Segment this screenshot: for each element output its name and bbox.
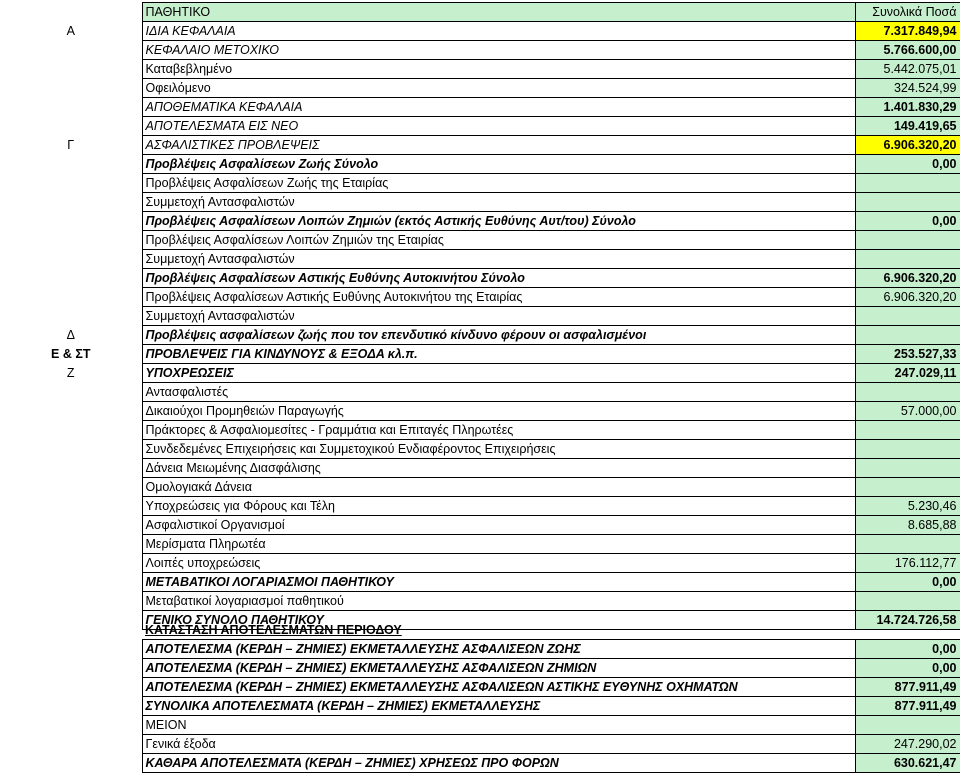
row-label: ΓΕΝΙΚΟ ΣΥΝΟΛΟ ΠΑΘΗΤΙΚΟΥ	[142, 611, 855, 630]
table-row	[0, 678, 960, 697]
table-row	[0, 716, 960, 735]
row-value: 7.317.849,94	[855, 22, 960, 41]
results-table	[0, 621, 960, 773]
liabilities-table	[0, 2, 960, 630]
table-row	[0, 554, 960, 573]
table-row	[0, 383, 960, 402]
row-code	[0, 640, 142, 659]
liabilities-header-label: ΠΑΘΗΤΙΚΟ	[142, 3, 855, 22]
row-label: ΑΠΟΤΕΛΕΣΜΑΤΑ ΕΙΣ ΝΕΟ	[142, 117, 855, 136]
results-title-row	[0, 621, 960, 640]
table-row	[0, 174, 960, 193]
table-row	[0, 535, 960, 554]
row-value: 149.419,65	[855, 117, 960, 136]
table-row	[0, 117, 960, 136]
row-label: Προβλέψεις Ασφαλίσεων Αστικής Ευθύνης Αυτοκινήτου Σύνολο	[142, 269, 855, 288]
row-label: ΚΕΦΑΛΑΙΟ ΜΕΤΟΧΙΚΟ	[142, 41, 855, 60]
row-code	[0, 269, 142, 288]
row-label: Καταβεβλημένο	[142, 60, 855, 79]
row-code: Ζ	[66, 365, 75, 380]
table-row	[0, 592, 960, 611]
row-code	[0, 459, 142, 478]
table-row	[0, 231, 960, 250]
row-label: Ομολογιακά Δάνεια	[142, 478, 855, 497]
table-row	[0, 459, 960, 478]
row-value: 0,00	[855, 640, 960, 659]
table-row	[0, 41, 960, 60]
row-label: Προβλέψεις Ασφαλίσεων Λοιπών Ζημιών (εκτός Αστικής Ευθύνης Αυτ/του) Σύνολο	[142, 212, 855, 231]
row-code	[0, 697, 142, 716]
row-code	[0, 402, 142, 421]
row-value: 0,00	[855, 212, 960, 231]
row-label: ΣΥΝΟΛΙΚΑ ΑΠΟΤΕΛΕΣΜΑΤΑ (ΚΕΡΔΗ – ΖΗΜΙΕΣ) ΕΚΜΕΤΑΛΛΕΥΣΗΣ	[142, 697, 855, 716]
row-label: ΑΠΟΤΕΛΕΣΜΑ (ΚΕΡΔΗ – ΖΗΜΙΕΣ) ΕΚΜΕΤΑΛΛΕΥΣΗΣ ΑΣΦΑΛΙΣΕΩΝ ΖΗΜΙΩΝ	[142, 659, 855, 678]
results-title: ΚΑΤΑΣΤΑΣΗ ΑΠΟΤΕΛΕΣΜΑΤΩΝ ΠΕΡΙΟΔΟΥ	[145, 622, 402, 637]
row-label: Δάνεια Μειωμένης Διασφάλισης	[142, 459, 855, 478]
row-value	[855, 383, 960, 402]
table-row	[0, 326, 960, 345]
row-label: ΑΠΟΤΕΛΕΣΜΑ (ΚΕΡΔΗ – ΖΗΜΙΕΣ) ΕΚΜΕΤΑΛΛΕΥΣΗΣ ΑΣΦΑΛΙΣΕΩΝ ΖΩΗΣ	[142, 640, 855, 659]
row-code	[0, 659, 142, 678]
table-row	[0, 193, 960, 212]
row-value: 0,00	[855, 659, 960, 678]
row-code	[0, 554, 142, 573]
row-label: Συμμετοχή Αντασφαλιστών	[142, 193, 855, 212]
row-value: 877.911,49	[855, 697, 960, 716]
row-label: ΜΕΙΟΝ	[142, 716, 855, 735]
row-code	[0, 98, 142, 117]
table-row	[0, 735, 960, 754]
row-code: Δ	[66, 327, 75, 342]
table-row	[0, 478, 960, 497]
row-value: 247.029,11	[855, 364, 960, 383]
row-code	[0, 516, 142, 535]
row-value: 0,00	[855, 155, 960, 174]
row-code	[0, 478, 142, 497]
row-label: Ασφαλιστικοί Οργανισμοί	[142, 516, 855, 535]
row-value: 57.000,00	[855, 402, 960, 421]
table-row	[0, 98, 960, 117]
row-value	[855, 193, 960, 212]
row-value	[855, 326, 960, 345]
table-row	[0, 421, 960, 440]
row-code	[0, 440, 142, 459]
row-value: 247.290,02	[855, 735, 960, 754]
row-label: Προβλέψεις Ασφαλίσεων Λοιπών Ζημιών της Εταιρίας	[142, 231, 855, 250]
row-value	[855, 459, 960, 478]
row-value	[855, 174, 960, 193]
table-row	[0, 497, 960, 516]
row-label: Συμμετοχή Αντασφαλιστών	[142, 307, 855, 326]
table-row	[0, 288, 960, 307]
row-label: Συμμετοχή Αντασφαλιστών	[142, 250, 855, 269]
row-code	[0, 735, 142, 754]
row-value: 5.442.075,01	[855, 60, 960, 79]
row-label: Μερίσματα Πληρωτέα	[142, 535, 855, 554]
row-value: 5.766.600,00	[855, 41, 960, 60]
row-label: Γενικά έξοδα	[142, 735, 855, 754]
row-code	[0, 421, 142, 440]
row-value	[855, 250, 960, 269]
row-value	[855, 440, 960, 459]
row-label: ΑΠΟΤΕΛΕΣΜΑ (ΚΕΡΔΗ – ΖΗΜΙΕΣ) ΕΚΜΕΤΑΛΛΕΥΣΗΣ ΑΣΦΑΛΙΣΕΩΝ ΑΣΤΙΚΗΣ ΕΥΘΥΝΗΣ ΟΧΗΜΑΤΩΝ	[142, 678, 855, 697]
row-value: 176.112,77	[855, 554, 960, 573]
row-code	[0, 288, 142, 307]
row-label: Λοιπές υποχρεώσεις	[142, 554, 855, 573]
row-value: 5.230,46	[855, 497, 960, 516]
row-label: Υποχρεώσεις για Φόρους και Τέλη	[142, 497, 855, 516]
table-row	[0, 516, 960, 535]
row-value: 6.906.320,20	[855, 136, 960, 155]
row-label: ΠΡΟΒΛΕΨΕΙΣ ΓΙΑ ΚΙΝΔΥΝΟΥΣ & ΕΞΟΔΑ κλ.π.	[142, 345, 855, 364]
row-label: ΥΠΟΧΡΕΩΣΕΙΣ	[142, 364, 855, 383]
row-value: 6.906.320,20	[855, 288, 960, 307]
row-code	[0, 79, 142, 98]
row-code	[0, 535, 142, 554]
row-code	[0, 174, 142, 193]
row-label: Προβλέψεις ασφαλίσεων ζωής που τον επενδυτικό κίνδυνο φέρουν οι ασφαλισμένοι	[142, 326, 855, 345]
row-code	[0, 497, 142, 516]
table-row	[0, 640, 960, 659]
table-row	[0, 136, 960, 155]
row-label: ΙΔΙΑ ΚΕΦΑΛΑΙΑ	[142, 22, 855, 41]
row-code: Γ	[67, 137, 75, 152]
row-code: Α	[66, 23, 75, 38]
row-code	[0, 307, 142, 326]
row-code	[0, 41, 142, 60]
row-code	[0, 716, 142, 735]
row-value: 630.621,47	[855, 754, 960, 773]
row-value: 14.724.726,58	[855, 611, 960, 630]
row-label: Δικαιούχοι Προμηθειών Παραγωγής	[142, 402, 855, 421]
row-label: Πράκτορες & Ασφαλιομεσίτες - Γραμμάτια και Επιταγές Πληρωτέες	[142, 421, 855, 440]
code-header-cell	[0, 3, 142, 22]
table-row	[0, 440, 960, 459]
row-value: 6.906.320,20	[855, 269, 960, 288]
row-label: Προβλέψεις Ασφαλίσεων Ζωής Σύνολο	[142, 155, 855, 174]
table-row	[0, 79, 960, 98]
row-label: Οφειλόμενο	[142, 79, 855, 98]
table-row	[0, 212, 960, 231]
row-value: 324.524,99	[855, 79, 960, 98]
row-label: Μεταβατικοί λογαριασμοί παθητικού	[142, 592, 855, 611]
row-code	[0, 383, 142, 402]
row-label: ΑΠΟΘΕΜΑΤΙΚΑ ΚΕΦΑΛΑΙΑ	[142, 98, 855, 117]
row-value: 253.527,33	[855, 345, 960, 364]
row-code	[0, 754, 142, 773]
table-row	[0, 659, 960, 678]
row-value	[855, 421, 960, 440]
row-code	[0, 678, 142, 697]
row-label: Συνδεδεμένες Επιχειρήσεις και Συμμετοχικού Ενδιαφέροντος Επιχειρήσεις	[142, 440, 855, 459]
row-value	[855, 478, 960, 497]
table-row	[0, 573, 960, 592]
liabilities-header-row	[0, 3, 960, 22]
table-row	[0, 402, 960, 421]
table-row	[0, 250, 960, 269]
row-code	[0, 193, 142, 212]
row-value	[855, 307, 960, 326]
row-label: Προβλέψεις Ασφαλίσεων Ζωής της Εταιρίας	[142, 174, 855, 193]
table-row	[0, 345, 960, 364]
table-row	[0, 155, 960, 174]
table-row	[0, 754, 960, 773]
row-label: ΑΣΦΑΛΙΣΤΙΚΕΣ ΠΡΟΒΛΕΨΕΙΣ	[142, 136, 855, 155]
row-value	[855, 535, 960, 554]
row-code	[0, 592, 142, 611]
row-label: Προβλέψεις Ασφαλίσεων Αστικής Ευθύνης Αυτοκινήτου της Εταιρίας	[142, 288, 855, 307]
row-label: Αντασφαλιστές	[142, 383, 855, 402]
row-code	[0, 231, 142, 250]
table-row	[0, 22, 960, 41]
row-code	[0, 212, 142, 231]
row-code	[0, 155, 142, 174]
table-row	[0, 307, 960, 326]
row-value: 877.911,49	[855, 678, 960, 697]
row-label: ΜΕΤΑΒΑΤΙΚΟΙ ΛΟΓΑΡΙΑΣΜΟΙ ΠΑΘΗΤΙΚΟΥ	[142, 573, 855, 592]
table-row	[0, 697, 960, 716]
row-code	[0, 573, 142, 592]
row-code	[0, 117, 142, 136]
table-row	[0, 60, 960, 79]
liabilities-header-value: Συνολικά Ποσά	[855, 3, 960, 22]
row-value	[855, 231, 960, 250]
row-value	[855, 592, 960, 611]
table-row	[0, 269, 960, 288]
row-value	[855, 716, 960, 735]
row-code	[0, 250, 142, 269]
row-code	[0, 60, 142, 79]
table-row	[0, 364, 960, 383]
row-value: 0,00	[855, 573, 960, 592]
row-value: 1.401.830,29	[855, 98, 960, 117]
row-code: Ε & ΣΤ	[51, 346, 91, 361]
row-value: 8.685,88	[855, 516, 960, 535]
row-label: ΚΑΘΑΡΑ ΑΠΟΤΕΛΕΣΜΑΤΑ (ΚΕΡΔΗ – ΖΗΜΙΕΣ) ΧΡΗΣΕΩΣ ΠΡΟ ΦΟΡΩΝ	[142, 754, 855, 773]
